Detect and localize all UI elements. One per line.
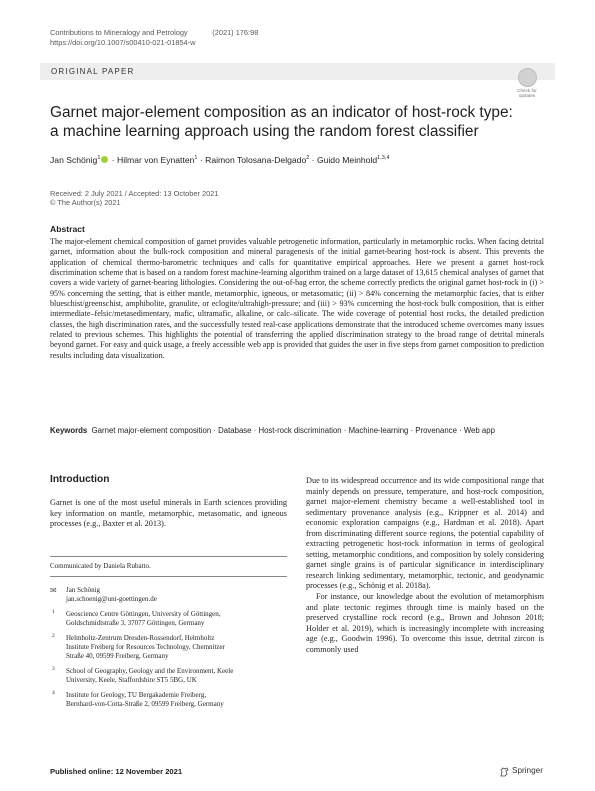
affiliation-4 bbox=[66, 691, 224, 709]
corresponding-email[interactable]: jan.schoenig@uni-goettingen.de bbox=[66, 595, 157, 604]
body-paragraph: Due to its widespread occurrence and its wide compositional range that mainly depends on pressure, temperature, and host-rock composition, garnet major-element chemistry became a well-established tool in sedimentary provenance analysis (e.g., Krippner et al. 2014) and economic exploration campaigns (e.g., Hardman et al. 2018). Apart from discriminating different source regions, the potential capability of extracting petrogenetic host-rock information in terms of geological setting, metamorphic conditions, and composition by solely considering garnet single grains is of particular significance in interdisciplinary research linking sedimentary, metamorphic, tectonic, and geodynamic processes (e.g., Schönig et al. 2018a). bbox=[306, 476, 544, 591]
journal-info bbox=[50, 28, 258, 37]
author-affil-ref: 1 bbox=[194, 155, 198, 162]
title-line-1: Garnet major-element composition as an indicator of host-rock type: bbox=[50, 104, 513, 121]
divider bbox=[50, 556, 287, 557]
author-name[interactable]: Raimon Tolosana-Delgado bbox=[205, 155, 307, 165]
body-paragraph: For instance, our knowledge about the evolution of metamorphism and plate tectonic regimes through time is mainly based on the preserved crystalline rock record (e.g., Brown and Johnson 2018; Holder et al. 2019), which is increasingly incomplete with increasing age (e.g., Goodwin 1996). To overcome this issue, detrital zircon is commonly used bbox=[306, 592, 544, 654]
introduction-paragraph: Garnet is one of the most useful minerals in Earth sciences providing key information on mantle, metamorphic, metasomatic, and igneous processes (e.g., Baxter et al. 2013). bbox=[50, 498, 287, 529]
journal-name: Contributions to Mineralogy and Petrology bbox=[50, 28, 188, 37]
keywords-block bbox=[50, 426, 544, 436]
author-name[interactable]: Guido Meinhold bbox=[316, 155, 378, 165]
author-affil-ref: 2 bbox=[306, 155, 310, 162]
received-accepted-dates: Received: 2 July 2021 / Accepted: 13 October 2021 bbox=[50, 189, 219, 198]
author-affil-ref: 1,3,4 bbox=[377, 155, 390, 162]
corresponding-author bbox=[66, 586, 157, 604]
affiliation-3 bbox=[66, 667, 233, 685]
affiliation-line: University, Keele, Staffordshire ST5 5BG, UK bbox=[66, 676, 197, 685]
corresponding-name: Jan Schönig bbox=[66, 586, 101, 594]
author-list: Jan Schönig$^1$ · Hilmar von Eynatten$^1$ · Raimon Tolosana-Delgado$^2$ · Guido Meinhold$^{1,3,4}$ bbox=[50, 155, 390, 165]
envelope-icon: ✉ bbox=[50, 586, 57, 595]
journal-issue: (2021) 176:98 bbox=[212, 28, 259, 37]
copyright-line: © The Author(s) 2021 bbox=[50, 198, 121, 207]
publisher-name: Springer bbox=[512, 766, 543, 775]
affiliation-line: Goldschmidtstraße 3, 37077 Göttingen, Germany bbox=[66, 619, 205, 628]
check-for-updates-icon[interactable] bbox=[518, 68, 537, 87]
right-column-text bbox=[306, 476, 544, 655]
title-line-2: a machine learning approach using the random forest classifier bbox=[50, 122, 479, 140]
keywords-label: Keywords bbox=[50, 426, 88, 435]
published-online: Published online: 12 November 2021 bbox=[50, 767, 183, 776]
abstract-heading: Abstract bbox=[50, 224, 85, 234]
author-affil-ref: 1 bbox=[97, 155, 101, 162]
author-name[interactable]: Hilmar von Eynatten bbox=[117, 155, 195, 165]
affiliation-line: Straße 40, 09599 Freiberg, Germany bbox=[66, 652, 169, 661]
paper-title bbox=[50, 104, 545, 141]
affiliation-line: Institute for Geology, TU Bergakademie Freiberg, bbox=[66, 691, 207, 699]
affiliation-2 bbox=[66, 634, 225, 662]
affiliation-line: Institute Freiberg for Resources Technology, Chemnitzer bbox=[66, 643, 225, 652]
affiliation-number: 2 bbox=[52, 633, 55, 639]
springer-horse-icon bbox=[500, 764, 509, 774]
orcid-icon[interactable] bbox=[101, 156, 108, 163]
affiliation-line: School of Geography, Geology and the Environment, Keele bbox=[66, 667, 234, 675]
check-for-updates-label[interactable]: Check for updates bbox=[517, 88, 537, 99]
author-name[interactable]: Jan Schönig bbox=[50, 155, 98, 165]
affiliation-line: Bernhard-von-Cotta-Straße 2, 09599 Freiberg, Germany bbox=[66, 700, 224, 709]
affiliation-number: 4 bbox=[52, 690, 55, 696]
article-type-label: ORIGINAL PAPER bbox=[51, 67, 135, 76]
abstract-text: The major-element chemical composition of garnet provides valuable petrogenetic information, particularly in metamorphic rocks. When facing detrital garnet, information about the bulk-rock composition and mineral paragenesis of the initial garnet-bearing host-rock is absent. This prevents the application of chemical thermo-barometric techniques and calls for quantitative empirical approaches. Here we present a garnet host-rock discrimination scheme that is based on a random forest machine-learning algorithm trained on a large dataset of 13,615 chemical analyses of garnet that covers a wide variety of garnet-bearing lithologies. Considering the out-of-bag error, the scheme correctly predicts the original garnet host-rock in (i) > 95% concerning the setting, that is either mantle, metamorphic, igneous, or metasomatic; (ii) > 84% concerning the metamorphic facies, that is either blueschist/greenschist, amphibolite, granulite, or eclogite/ultrahigh-pressure; and (iii) > 93% concerning the host-rock bulk composition, that is either intermediate–felsic/metasedimentary, mafic, ultramafic, alkaline, or calc–silicate. The wide coverage of potential host rocks, the detailed prediction classes, the high discrimination rates, and the successfully tested real-case applications demonstrate that the introduced scheme overcomes many issues related to previous schemes. This highlights the potential of transferring the applied discrimination strategy to the broad range of detrital minerals beyond garnet. For easy and quick usage, a freely accessible web app is provided that guides the user in five steps from garnet composition to prediction results including data visualization. bbox=[50, 237, 544, 360]
affiliation-line: Helmholtz-Zentrum Dresden-Rossendorf, Helmholtz bbox=[66, 634, 215, 642]
communicated-by: Communicated by Daniela Rubatto. bbox=[50, 562, 151, 570]
keywords-list: Garnet major-element composition · Database · Host-rock discrimination · Machine-learning · Provenance · Web app bbox=[91, 426, 495, 435]
affiliation-1 bbox=[66, 610, 221, 628]
divider bbox=[50, 576, 287, 577]
affiliation-number: 3 bbox=[52, 666, 55, 672]
introduction-heading: Introduction bbox=[50, 474, 110, 485]
affiliation-line: Geoscience Centre Göttingen, University of Göttingen, bbox=[66, 610, 221, 618]
doi-link[interactable]: https://doi.org/10.1007/s00410-021-01854-w bbox=[50, 38, 196, 47]
affiliation-number: 1 bbox=[52, 609, 55, 615]
